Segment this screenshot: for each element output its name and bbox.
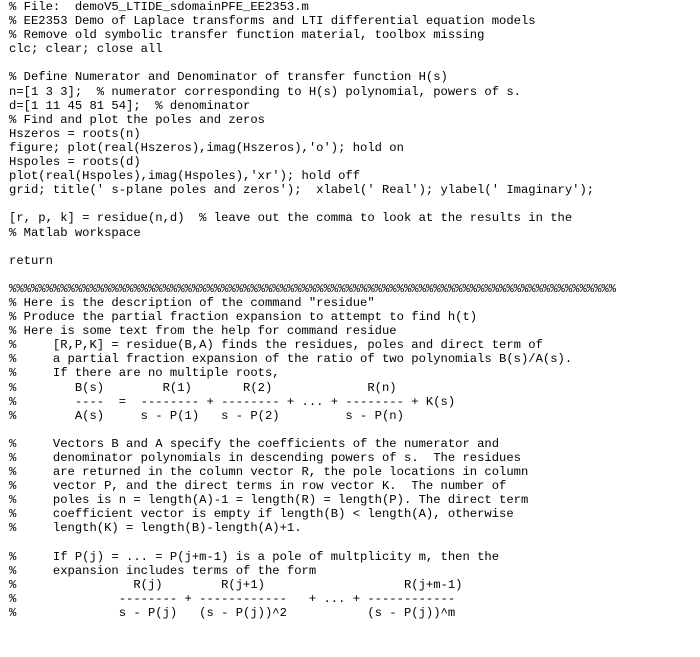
code-line[interactable]: plot(real(Hspoles),imag(Hspoles),'xr'); hold off [9,169,361,184]
code-line[interactable]: % Vectors B and A specify the coefficients of the numerator and [9,436,500,451]
code-line[interactable]: % a partial fraction expansion of the ratio of two polynomials B(s)/A(s). [9,352,573,367]
code-line[interactable]: [r, p, k] = residue(n,d) % leave out the comma to look at the results in the [9,211,573,226]
code-line[interactable] [9,536,697,550]
code-line[interactable] [9,268,697,282]
code-editor[interactable] [9,0,697,620]
code-line[interactable]: % vector P, and the direct terms in row vector K. The number of [9,479,507,494]
code-line[interactable]: % EE2353 Demo of Laplace transforms and LTI differential equation models [9,14,536,29]
code-line[interactable]: % B(s) R(1) R(2) R(n) [9,380,397,395]
code-line[interactable]: d=[1 11 45 81 54]; % denominator [9,98,251,113]
code-line[interactable] [9,423,697,437]
code-line[interactable]: % [R,P,K] = residue(B,A) finds the residues, poles and direct term of [9,338,543,353]
code-line[interactable]: % Here is the description of the command "residue" [9,295,375,310]
code-line[interactable]: % Define Numerator and Denominator of transfer function H(s) [9,70,448,85]
code-line[interactable]: % Produce the partial fraction expansion to attempt to find h(t) [9,310,478,325]
code-line[interactable] [9,197,697,211]
code-line[interactable]: % s - P(j) (s - P(j))^2 (s - P(j))^m [9,606,456,621]
code-line[interactable]: % coefficient vector is empty if length(B) < length(A), otherwise [9,507,514,522]
code-line[interactable]: % are returned in the column vector R, the pole locations in column [9,465,529,480]
code-line[interactable]: Hszeros = roots(n) [9,126,141,141]
code-line[interactable]: % ---- = -------- + -------- + ... + -------- + K(s) [9,394,456,409]
code-line[interactable]: n=[1 3 3]; % numerator corresponding to H(s) polynomial, powers of s. [9,84,521,99]
code-line[interactable]: % File: demoV5_LTIDE_sdomainPFE_EE2353.m [9,0,309,14]
code-line[interactable] [9,240,697,254]
code-line[interactable]: % If there are no multiple roots, [9,366,280,381]
code-line[interactable]: grid; title(' s-plane poles and zeros'); xlabel(' Real'); ylabel(' Imaginary'); [9,183,595,198]
code-line[interactable]: clc; clear; close all [9,42,163,57]
code-line[interactable]: % -------- + ------------ + ... + ------------ [9,591,456,606]
code-line[interactable]: % R(j) R(j+1) R(j+m-1) [9,577,463,592]
code-line[interactable] [9,56,697,70]
code-line[interactable]: % length(K) = length(B)-length(A)+1. [9,521,302,536]
code-line[interactable]: % Matlab workspace [9,225,141,240]
code-line[interactable]: figure; plot(real(Hszeros),imag(Hszeros),'o'); hold on [9,140,404,155]
code-line[interactable]: % poles is n = length(A)-1 = length(R) = length(P). The direct term [9,493,529,508]
code-line[interactable]: % denominator polynomials in descending powers of s. The residues [9,451,521,465]
code-line[interactable]: % If P(j) = ... = P(j+m-1) is a pole of multplicity m, then the [9,549,500,564]
code-line[interactable]: % Remove old symbolic transfer function material, toolbox missing [9,28,485,43]
code-line[interactable]: % Find and plot the poles and zeros [9,112,265,127]
code-line[interactable]: % A(s) s - P(1) s - P(2) s - P(n) [9,408,404,423]
code-line[interactable]: % Here is some text from the help for command residue [9,324,397,339]
code-line[interactable]: return [9,253,53,268]
code-line[interactable]: Hspoles = roots(d) [9,155,141,170]
code-line[interactable]: % expansion includes terms of the form [9,563,317,578]
code-line[interactable]: %%%%%%%%%%%%%%%%%%%%%%%%%%%%%%%%%%%%%%%%%%%%%%%%%%%%%%%%%%%%%%%%%%%%%%%%%%%%%%%%%%% [9,281,617,296]
